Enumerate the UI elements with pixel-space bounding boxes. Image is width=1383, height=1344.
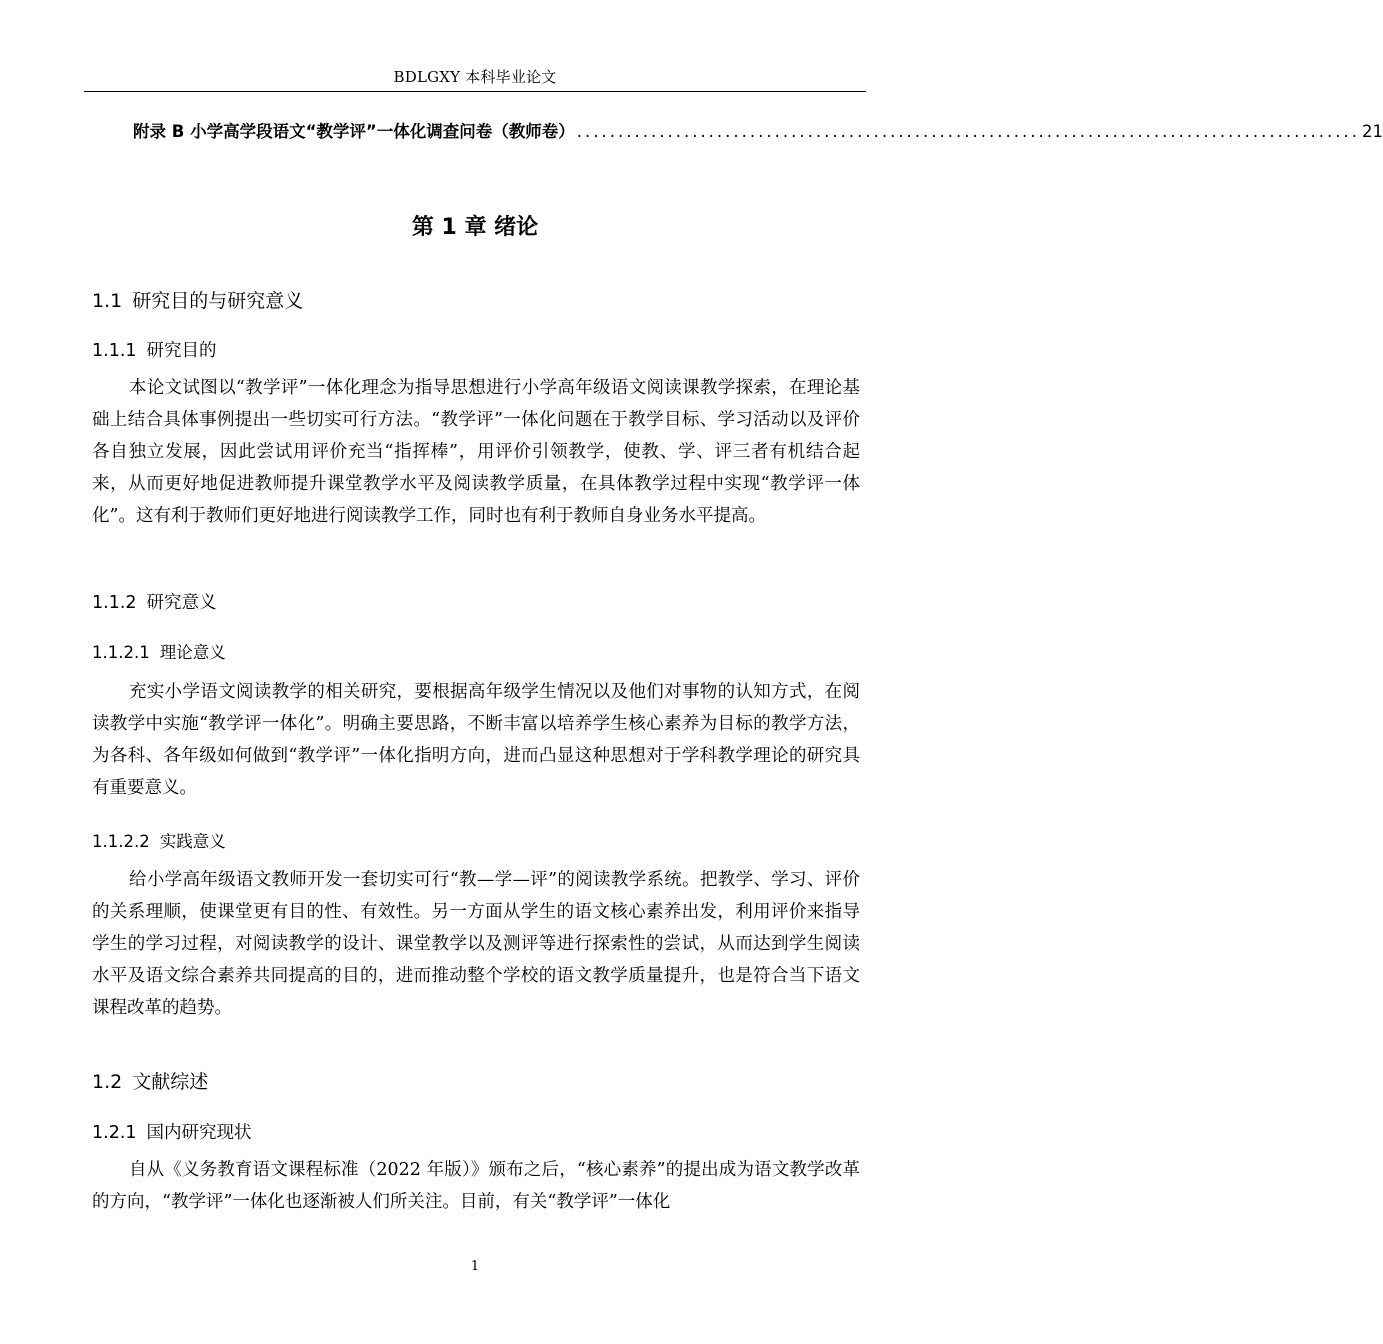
paragraph-domestic-research: 自从《义务教育语文课程标准（2022 年版）》颁布之后，“核心素养”的提出成为语文教学改革的方向，“教学评”一体化也逐渐被人们所关注。目前，有关“教学评”一体化 [92,1160,860,1212]
chapter-title: 第 1 章 绪论 [411,215,539,240]
section-heading-1-1-2 [92,589,217,614]
section-title: 理论意义 [159,643,226,662]
section-title: 文献综述 [132,1071,209,1093]
section-number: 1.1.1 [92,341,137,361]
section-number: 1.1.2.1 [92,643,150,662]
running-header: BDLGXY 本科毕业论文 [393,68,557,86]
section-title: 研究目的 [146,341,217,361]
paragraph-practical-significance: 给小学高年级语文教师开发一套切实可行“教—学—评”的阅读教学系统。把教学、学习、评价的关系理顺，使课堂更有目的性、有效性。另一方面从学生的语文核心素养出发，利用评价来指导学生的学习过程，对阅读教学的设计、课堂教学以及测评等进行探索性的尝试，从而达到学生阅读水平及语文综合素养共同提高的目的，进而推动整个学校的语文教学质量提升，也是符合当下语文课程改革的趋势。 [92,870,860,1018]
paragraph-research-purpose: 本论文试图以“教学评”一体化理念为指导思想进行小学高年级语文阅读课教学探索，在理论基础上结合具体事例提出一些切实可行方法。“教学评”一体化问题在于教学目标、学习活动以及评价各自独立发展，因此尝试用评价充当“指挥棒”，用评价引领教学，使教、学、评三者有机结合起来，从而更好地促进教师提升课堂教学水平及阅读教学质量，在具体教学过程中实现“教学评一体化”。这有利于教师们更好地进行阅读教学工作，同时也有利于教师自身业务水平提高。 [92,378,860,526]
section-heading-1-1 [92,286,303,313]
section-number: 1.2 [92,1071,123,1093]
section-title: 研究目的与研究意义 [132,290,304,312]
page-number: 1 [470,1259,480,1274]
section-title: 实践意义 [159,832,226,851]
section-heading-1-1-1 [92,337,217,362]
section-title: 研究意义 [146,593,217,613]
section-number: 1.1 [92,290,123,312]
toc-entry-appendix-b[interactable] [133,118,1383,142]
section-heading-1-2-1 [92,1119,252,1144]
toc-entry-page: 21 [1362,122,1383,141]
section-number: 1.1.2 [92,593,137,613]
section-title: 国内研究现状 [146,1123,252,1143]
section-heading-1-1-2-1 [92,639,226,663]
section-heading-1-2 [92,1067,208,1094]
header-rule [84,91,866,92]
toc-entry-title: 附录 B 小学高学段语文“教学评”一体化调查问卷（教师卷） [133,122,575,141]
section-heading-1-1-2-2 [92,828,226,852]
section-number: 1.1.2.2 [92,832,150,851]
toc-leader-dots: ............................................................................................... [576,122,1361,141]
section-number: 1.2.1 [92,1123,137,1143]
paragraph-theoretical-significance: 充实小学语文阅读教学的相关研究，要根据高年级学生情况以及他们对事物的认知方式，在阅读教学中实施“教学评一体化”。明确主要思路，不断丰富以培养学生核心素养为目标的教学方法，为各科、各年级如何做到“教学评”一体化指明方向，进而凸显这种思想对于学科教学理论的研究具有重要意义。 [92,682,860,798]
